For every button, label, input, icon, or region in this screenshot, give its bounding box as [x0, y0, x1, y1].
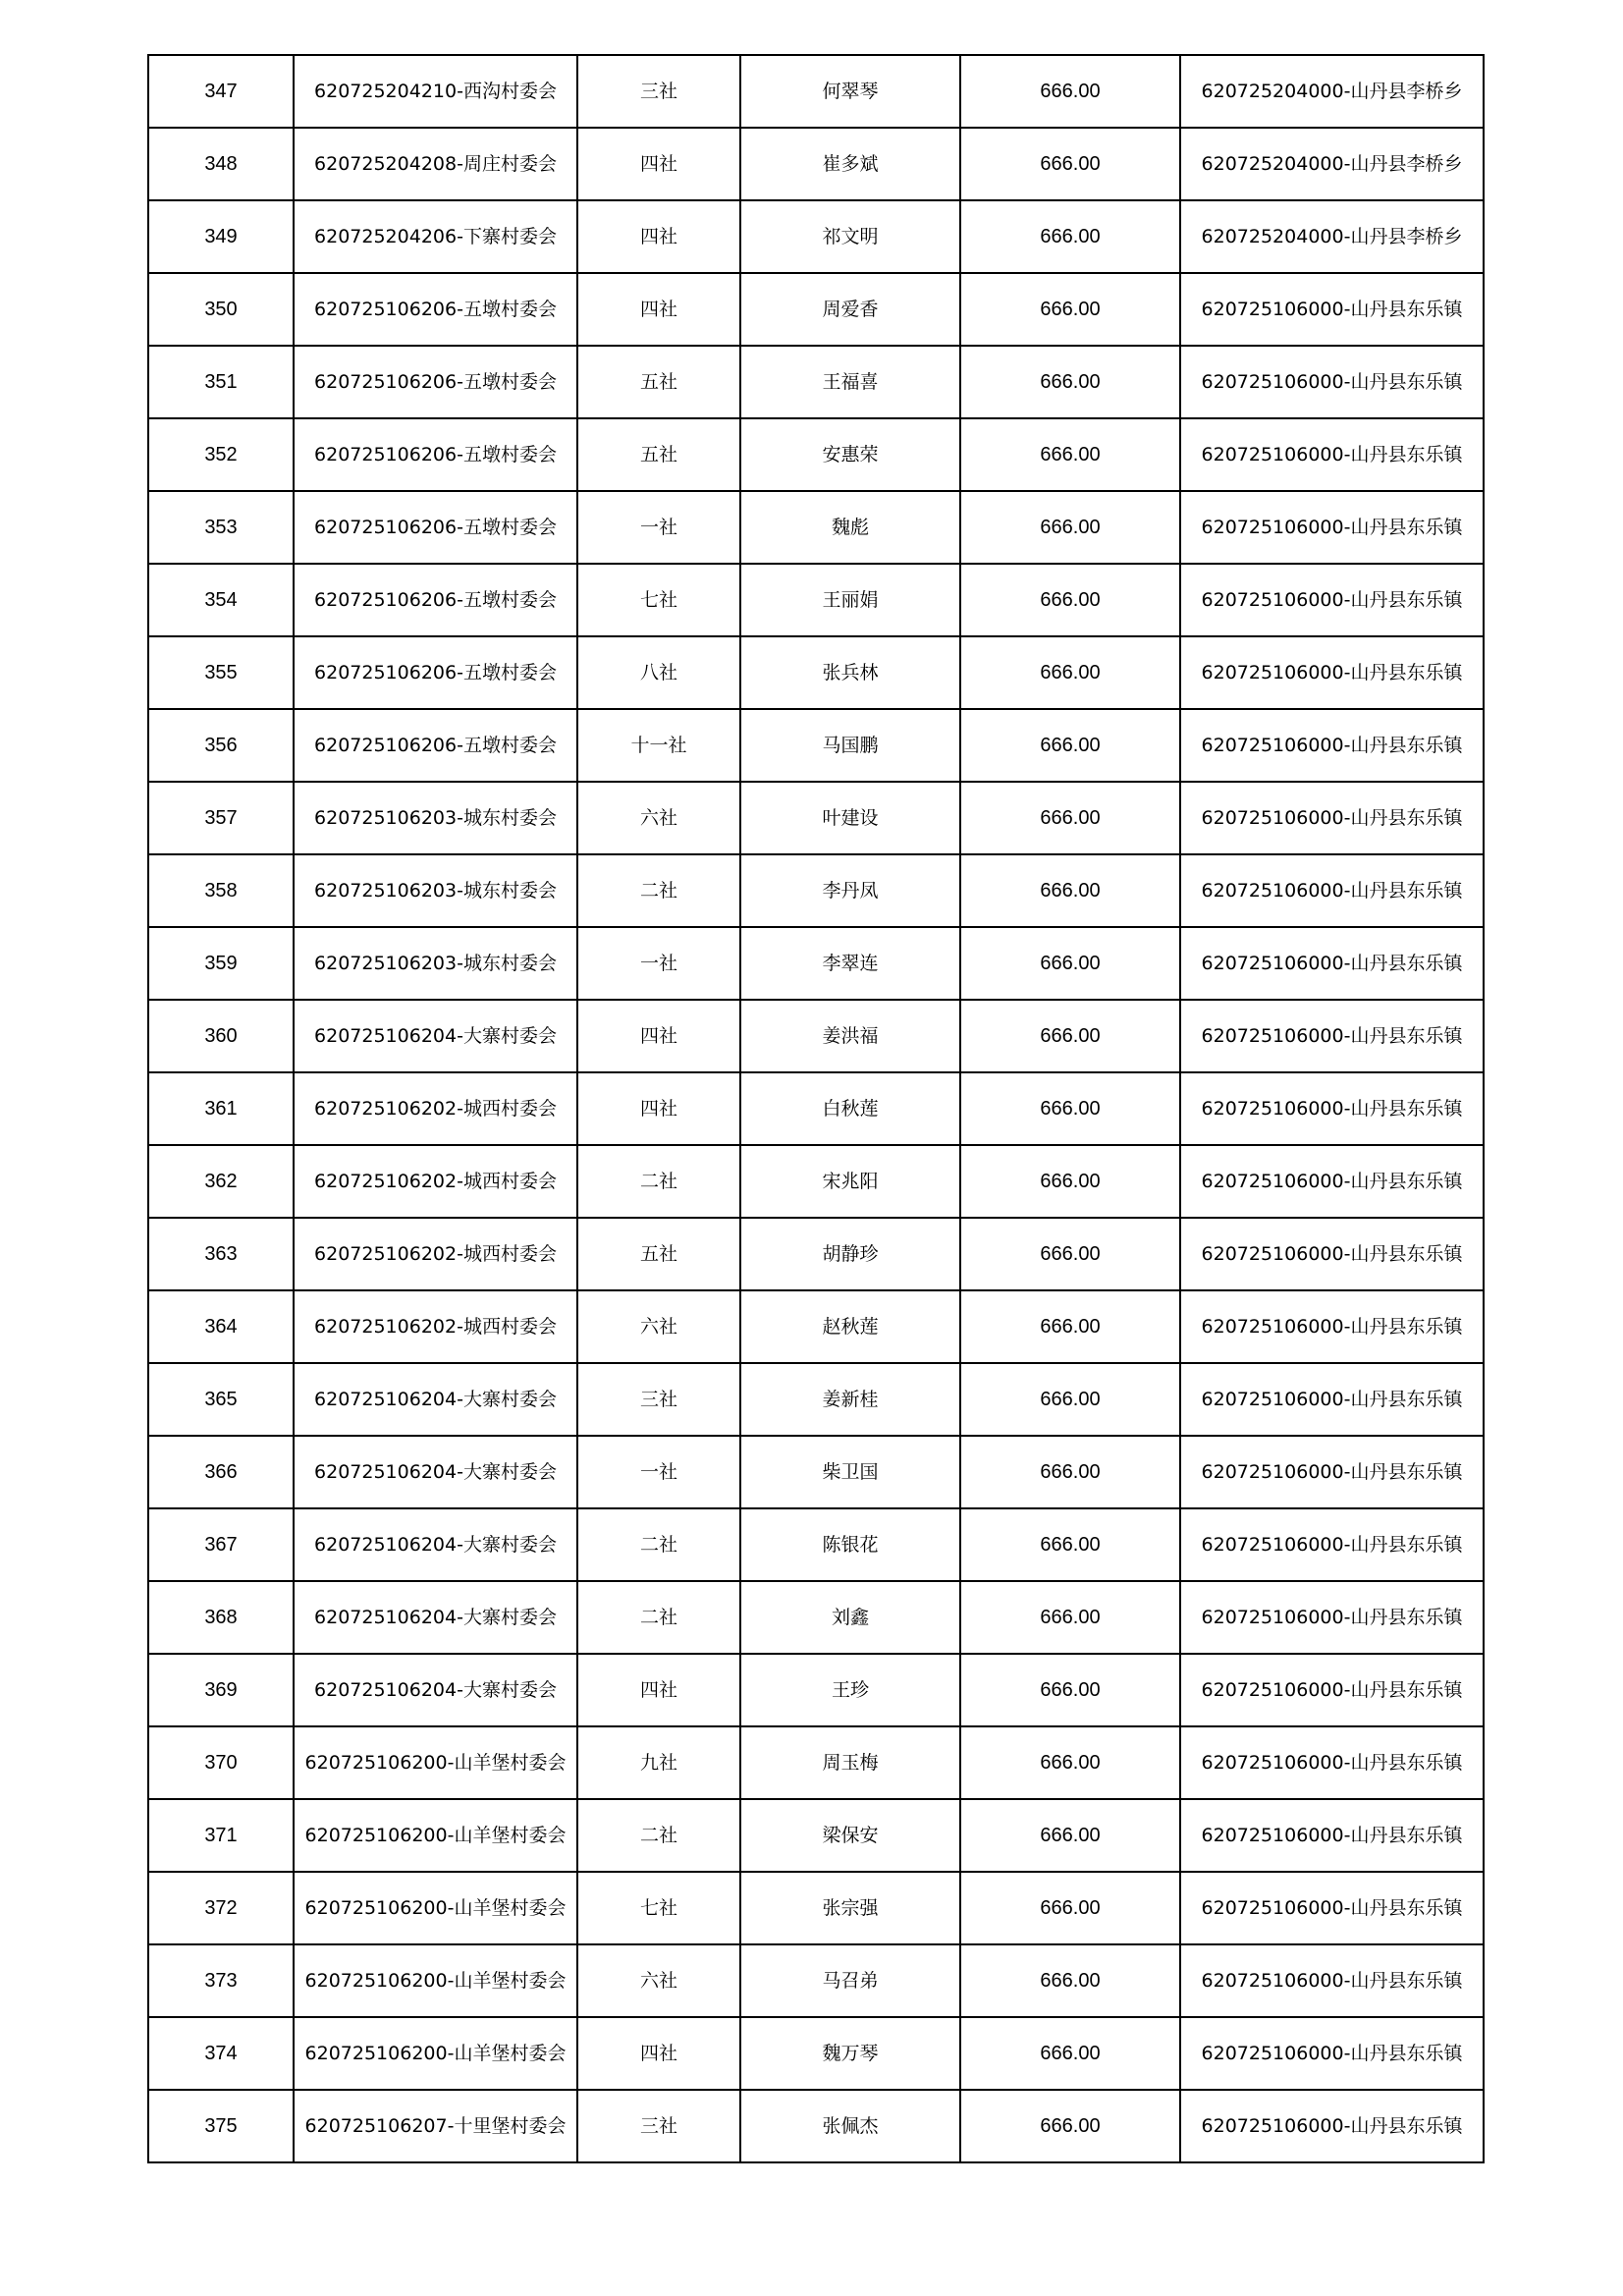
person-name-cell: 刘鑫	[740, 1581, 960, 1654]
village-group-cell: 九社	[577, 1726, 740, 1799]
village-group-cell: 一社	[577, 491, 740, 564]
amount-cell: 666.00	[960, 927, 1180, 1000]
township-cell: 620725106000-山丹县东乐镇	[1180, 1726, 1484, 1799]
township-cell: 620725106000-山丹县东乐镇	[1180, 1145, 1484, 1218]
table-row	[148, 1654, 1484, 1726]
village-group-cell: 四社	[577, 273, 740, 346]
table-row	[148, 273, 1484, 346]
person-name-cell: 崔多斌	[740, 128, 960, 200]
township-cell: 620725204000-山丹县李桥乡	[1180, 55, 1484, 128]
row-number-cell: 368	[148, 1581, 294, 1654]
row-number-cell: 372	[148, 1872, 294, 1944]
row-number-cell: 363	[148, 1218, 294, 1290]
township-cell: 620725106000-山丹县东乐镇	[1180, 418, 1484, 491]
township-cell: 620725106000-山丹县东乐镇	[1180, 1581, 1484, 1654]
amount-cell: 666.00	[960, 1436, 1180, 1508]
person-name-cell: 马召弟	[740, 1944, 960, 2017]
person-name-cell: 柴卫国	[740, 1436, 960, 1508]
township-cell: 620725106000-山丹县东乐镇	[1180, 1436, 1484, 1508]
amount-cell: 666.00	[960, 2017, 1180, 2090]
amount-cell: 666.00	[960, 1799, 1180, 1872]
person-name-cell: 王丽娟	[740, 564, 960, 636]
village-committee-cell: 620725106204-大寨村委会	[294, 1508, 577, 1581]
village-group-cell: 五社	[577, 346, 740, 418]
village-group-cell: 四社	[577, 1000, 740, 1072]
person-name-cell: 王珍	[740, 1654, 960, 1726]
table-row	[148, 1508, 1484, 1581]
person-name-cell: 周爱香	[740, 273, 960, 346]
amount-cell: 666.00	[960, 1000, 1180, 1072]
table-row	[148, 1581, 1484, 1654]
village-committee-cell: 620725106207-十里堡村委会	[294, 2090, 577, 2162]
village-group-cell: 七社	[577, 1872, 740, 1944]
township-cell: 620725106000-山丹县东乐镇	[1180, 1290, 1484, 1363]
amount-cell: 666.00	[960, 1944, 1180, 2017]
township-cell: 620725204000-山丹县李桥乡	[1180, 200, 1484, 273]
township-cell: 620725106000-山丹县东乐镇	[1180, 564, 1484, 636]
person-name-cell: 姜洪福	[740, 1000, 960, 1072]
village-committee-cell: 620725106203-城东村委会	[294, 782, 577, 854]
village-group-cell: 一社	[577, 927, 740, 1000]
village-committee-cell: 620725204210-西沟村委会	[294, 55, 577, 128]
village-group-cell: 四社	[577, 1072, 740, 1145]
person-name-cell: 祁文明	[740, 200, 960, 273]
table-row	[148, 1726, 1484, 1799]
village-group-cell: 二社	[577, 1145, 740, 1218]
row-number-cell: 374	[148, 2017, 294, 2090]
township-cell: 620725106000-山丹县东乐镇	[1180, 709, 1484, 782]
row-number-cell: 367	[148, 1508, 294, 1581]
village-group-cell: 六社	[577, 1944, 740, 2017]
table-row	[148, 418, 1484, 491]
village-committee-cell: 620725106202-城西村委会	[294, 1218, 577, 1290]
village-committee-cell: 620725106200-山羊堡村委会	[294, 1799, 577, 1872]
row-number-cell: 358	[148, 854, 294, 927]
row-number-cell: 362	[148, 1145, 294, 1218]
table-row	[148, 1072, 1484, 1145]
village-committee-cell: 620725106206-五墩村委会	[294, 636, 577, 709]
person-name-cell: 马国鹏	[740, 709, 960, 782]
amount-cell: 666.00	[960, 1218, 1180, 1290]
village-committee-cell: 620725204208-周庄村委会	[294, 128, 577, 200]
table-row	[148, 1000, 1484, 1072]
village-group-cell: 五社	[577, 418, 740, 491]
table-row	[148, 1872, 1484, 1944]
village-committee-cell: 620725106200-山羊堡村委会	[294, 1872, 577, 1944]
amount-cell: 666.00	[960, 273, 1180, 346]
village-group-cell: 二社	[577, 1508, 740, 1581]
row-number-cell: 355	[148, 636, 294, 709]
row-number-cell: 352	[148, 418, 294, 491]
person-name-cell: 叶建设	[740, 782, 960, 854]
village-committee-cell: 620725106206-五墩村委会	[294, 564, 577, 636]
table-row	[148, 200, 1484, 273]
amount-cell: 666.00	[960, 346, 1180, 418]
township-cell: 620725106000-山丹县东乐镇	[1180, 1944, 1484, 2017]
village-group-cell: 三社	[577, 2090, 740, 2162]
table-row	[148, 1436, 1484, 1508]
table-row	[148, 1944, 1484, 2017]
amount-cell: 666.00	[960, 564, 1180, 636]
amount-cell: 666.00	[960, 418, 1180, 491]
village-committee-cell: 620725106200-山羊堡村委会	[294, 1726, 577, 1799]
amount-cell: 666.00	[960, 854, 1180, 927]
village-group-cell: 四社	[577, 2017, 740, 2090]
table-row	[148, 2017, 1484, 2090]
person-name-cell: 魏彪	[740, 491, 960, 564]
township-cell: 620725106000-山丹县东乐镇	[1180, 854, 1484, 927]
person-name-cell: 安惠荣	[740, 418, 960, 491]
row-number-cell: 364	[148, 1290, 294, 1363]
table-row	[148, 491, 1484, 564]
amount-cell: 666.00	[960, 128, 1180, 200]
township-cell: 620725106000-山丹县东乐镇	[1180, 346, 1484, 418]
village-committee-cell: 620725106204-大寨村委会	[294, 1000, 577, 1072]
village-committee-cell: 620725106204-大寨村委会	[294, 1654, 577, 1726]
village-group-cell: 十一社	[577, 709, 740, 782]
person-name-cell: 陈银花	[740, 1508, 960, 1581]
table-row	[148, 2090, 1484, 2162]
amount-cell: 666.00	[960, 1654, 1180, 1726]
township-cell: 620725106000-山丹县东乐镇	[1180, 1072, 1484, 1145]
table-row	[148, 1218, 1484, 1290]
row-number-cell: 360	[148, 1000, 294, 1072]
amount-cell: 666.00	[960, 782, 1180, 854]
table-row	[148, 709, 1484, 782]
person-name-cell: 赵秋莲	[740, 1290, 960, 1363]
village-committee-cell: 620725106204-大寨村委会	[294, 1581, 577, 1654]
person-name-cell: 魏万琴	[740, 2017, 960, 2090]
village-committee-cell: 620725106200-山羊堡村委会	[294, 1944, 577, 2017]
village-committee-cell: 620725106204-大寨村委会	[294, 1436, 577, 1508]
row-number-cell: 351	[148, 346, 294, 418]
person-name-cell: 李翠连	[740, 927, 960, 1000]
village-group-cell: 二社	[577, 1799, 740, 1872]
row-number-cell: 347	[148, 55, 294, 128]
person-name-cell: 宋兆阳	[740, 1145, 960, 1218]
village-committee-cell: 620725204206-下寨村委会	[294, 200, 577, 273]
table-row	[148, 782, 1484, 854]
village-group-cell: 四社	[577, 128, 740, 200]
township-cell: 620725204000-山丹县李桥乡	[1180, 128, 1484, 200]
village-group-cell: 二社	[577, 854, 740, 927]
person-name-cell: 梁保安	[740, 1799, 960, 1872]
table-row	[148, 564, 1484, 636]
person-name-cell: 王福喜	[740, 346, 960, 418]
subsidy-table	[147, 54, 1485, 2163]
amount-cell: 666.00	[960, 55, 1180, 128]
person-name-cell: 姜新桂	[740, 1363, 960, 1436]
amount-cell: 666.00	[960, 1872, 1180, 1944]
amount-cell: 666.00	[960, 1726, 1180, 1799]
table-row	[148, 854, 1484, 927]
village-group-cell: 七社	[577, 564, 740, 636]
row-number-cell: 361	[148, 1072, 294, 1145]
person-name-cell: 周玉梅	[740, 1726, 960, 1799]
table-row	[148, 55, 1484, 128]
amount-cell: 666.00	[960, 491, 1180, 564]
village-group-cell: 五社	[577, 1218, 740, 1290]
village-committee-cell: 620725106206-五墩村委会	[294, 346, 577, 418]
amount-cell: 666.00	[960, 1145, 1180, 1218]
village-group-cell: 四社	[577, 200, 740, 273]
table-row	[148, 636, 1484, 709]
row-number-cell: 349	[148, 200, 294, 273]
amount-cell: 666.00	[960, 636, 1180, 709]
table-row	[148, 1363, 1484, 1436]
village-committee-cell: 620725106203-城东村委会	[294, 854, 577, 927]
village-committee-cell: 620725106200-山羊堡村委会	[294, 2017, 577, 2090]
township-cell: 620725106000-山丹县东乐镇	[1180, 1872, 1484, 1944]
amount-cell: 666.00	[960, 1290, 1180, 1363]
village-group-cell: 四社	[577, 1654, 740, 1726]
table-row	[148, 927, 1484, 1000]
village-committee-cell: 620725106206-五墩村委会	[294, 273, 577, 346]
township-cell: 620725106000-山丹县东乐镇	[1180, 1654, 1484, 1726]
village-committee-cell: 620725106206-五墩村委会	[294, 491, 577, 564]
township-cell: 620725106000-山丹县东乐镇	[1180, 927, 1484, 1000]
person-name-cell: 张兵林	[740, 636, 960, 709]
row-number-cell: 371	[148, 1799, 294, 1872]
row-number-cell: 348	[148, 128, 294, 200]
township-cell: 620725106000-山丹县东乐镇	[1180, 273, 1484, 346]
township-cell: 620725106000-山丹县东乐镇	[1180, 1508, 1484, 1581]
village-committee-cell: 620725106203-城东村委会	[294, 927, 577, 1000]
township-cell: 620725106000-山丹县东乐镇	[1180, 782, 1484, 854]
table-row	[148, 1799, 1484, 1872]
person-name-cell: 胡静珍	[740, 1218, 960, 1290]
township-cell: 620725106000-山丹县东乐镇	[1180, 2090, 1484, 2162]
row-number-cell: 366	[148, 1436, 294, 1508]
village-committee-cell: 620725106206-五墩村委会	[294, 418, 577, 491]
person-name-cell: 白秋莲	[740, 1072, 960, 1145]
township-cell: 620725106000-山丹县东乐镇	[1180, 2017, 1484, 2090]
township-cell: 620725106000-山丹县东乐镇	[1180, 1799, 1484, 1872]
township-cell: 620725106000-山丹县东乐镇	[1180, 636, 1484, 709]
row-number-cell: 369	[148, 1654, 294, 1726]
township-cell: 620725106000-山丹县东乐镇	[1180, 491, 1484, 564]
village-committee-cell: 620725106206-五墩村委会	[294, 709, 577, 782]
village-group-cell: 二社	[577, 1581, 740, 1654]
village-group-cell: 六社	[577, 782, 740, 854]
township-cell: 620725106000-山丹县东乐镇	[1180, 1363, 1484, 1436]
village-committee-cell: 620725106204-大寨村委会	[294, 1363, 577, 1436]
village-group-cell: 八社	[577, 636, 740, 709]
person-name-cell: 张宗强	[740, 1872, 960, 1944]
row-number-cell: 359	[148, 927, 294, 1000]
village-group-cell: 六社	[577, 1290, 740, 1363]
row-number-cell: 365	[148, 1363, 294, 1436]
village-committee-cell: 620725106202-城西村委会	[294, 1145, 577, 1218]
village-committee-cell: 620725106202-城西村委会	[294, 1072, 577, 1145]
township-cell: 620725106000-山丹县东乐镇	[1180, 1218, 1484, 1290]
row-number-cell: 353	[148, 491, 294, 564]
row-number-cell: 370	[148, 1726, 294, 1799]
amount-cell: 666.00	[960, 709, 1180, 782]
amount-cell: 666.00	[960, 1581, 1180, 1654]
row-number-cell: 375	[148, 2090, 294, 2162]
row-number-cell: 350	[148, 273, 294, 346]
amount-cell: 666.00	[960, 1508, 1180, 1581]
table-body	[148, 55, 1484, 2162]
table-row	[148, 1290, 1484, 1363]
row-number-cell: 354	[148, 564, 294, 636]
village-group-cell: 一社	[577, 1436, 740, 1508]
village-group-cell: 三社	[577, 1363, 740, 1436]
person-name-cell: 李丹凤	[740, 854, 960, 927]
row-number-cell: 356	[148, 709, 294, 782]
amount-cell: 666.00	[960, 1072, 1180, 1145]
village-group-cell: 三社	[577, 55, 740, 128]
person-name-cell: 何翠琴	[740, 55, 960, 128]
table-row	[148, 346, 1484, 418]
amount-cell: 666.00	[960, 1363, 1180, 1436]
person-name-cell: 张佩杰	[740, 2090, 960, 2162]
row-number-cell: 373	[148, 1944, 294, 2017]
table-row	[148, 1145, 1484, 1218]
township-cell: 620725106000-山丹县东乐镇	[1180, 1000, 1484, 1072]
amount-cell: 666.00	[960, 200, 1180, 273]
row-number-cell: 357	[148, 782, 294, 854]
village-committee-cell: 620725106202-城西村委会	[294, 1290, 577, 1363]
amount-cell: 666.00	[960, 2090, 1180, 2162]
table-row	[148, 128, 1484, 200]
